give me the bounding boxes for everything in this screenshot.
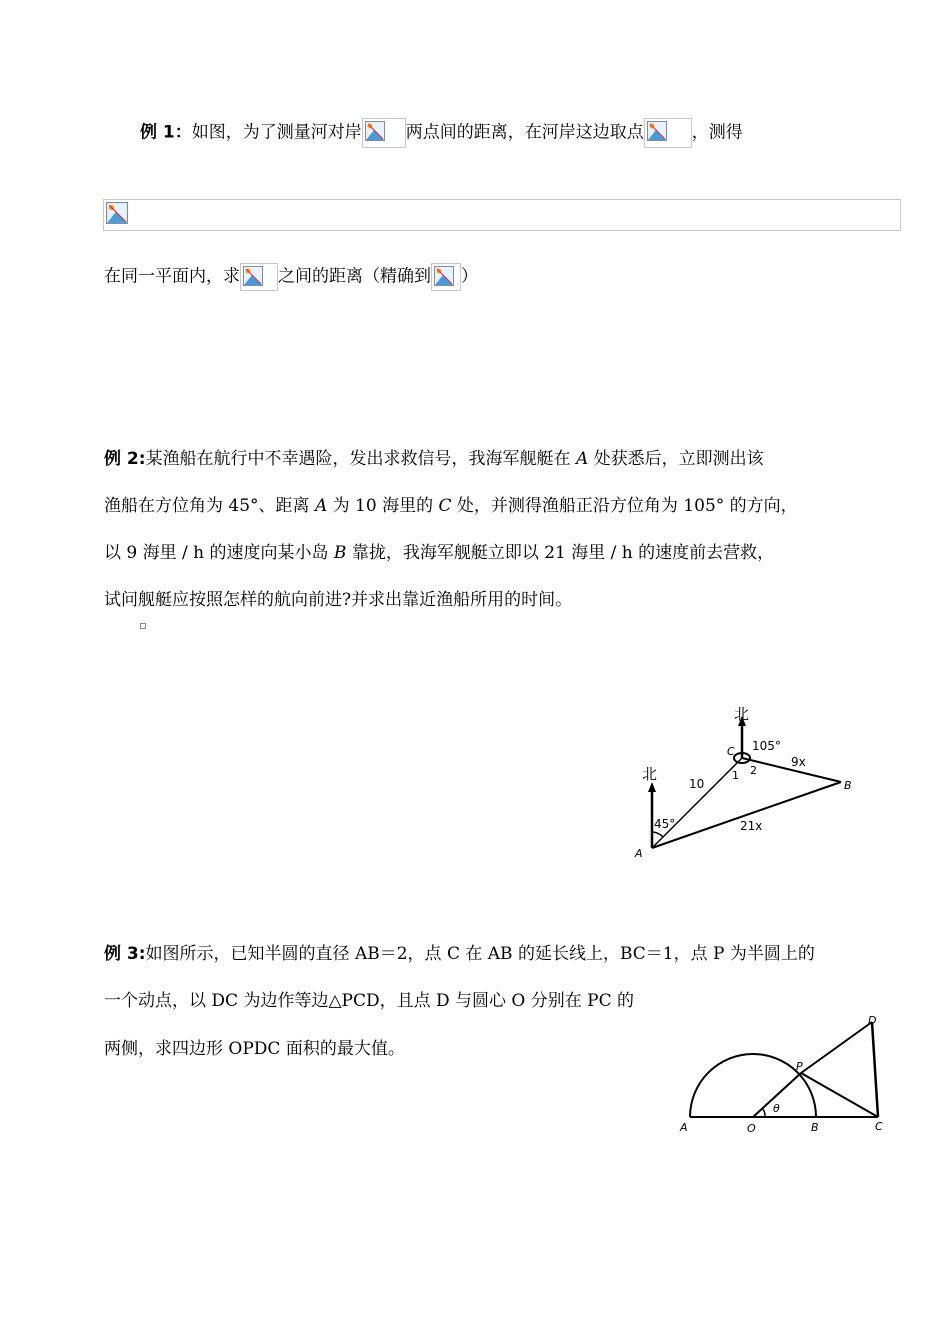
example2-text: 以 9 海里 / h 的速度向某小岛	[104, 543, 334, 563]
point-p-label: P	[796, 1060, 803, 1073]
side-ac	[652, 758, 742, 848]
north-arrow-a	[648, 782, 656, 792]
example2-var: C	[438, 496, 452, 516]
example3-line2	[104, 989, 634, 1013]
example2-text: 处获悉后，立即测出该	[588, 449, 764, 469]
example2-text: 某渔船在航行中不幸遇险，发出求救信号，我海军舰艇在	[145, 449, 576, 469]
angle-2-label: 2	[750, 764, 757, 777]
example3-text: 如图所示，已知半圆的直径 AB＝2，点 C 在 AB 的延长线上，BC＝1，点 P 为半圆上的	[145, 944, 815, 964]
image-placeholder	[240, 263, 278, 291]
example1-colon: ：	[174, 122, 192, 143]
broken-image-icon	[106, 202, 128, 224]
point-c-label: C	[875, 1120, 883, 1133]
north-label-a: 北	[642, 765, 658, 783]
example1-text-f: ）	[461, 266, 478, 287]
example3-line3	[104, 1037, 405, 1061]
theta-label: θ	[773, 1102, 780, 1115]
side-cb-label: 9x	[791, 755, 806, 769]
image-placeholder	[431, 263, 461, 291]
example1-text-a: 如图，为了测量河对岸	[191, 122, 362, 143]
example2-text: 渔船在方位角为 45°、距离	[104, 496, 315, 516]
image-placeholder-wide	[103, 199, 901, 231]
image-placeholder	[362, 118, 406, 148]
side-ab	[652, 782, 841, 848]
example3-colon: :	[138, 944, 146, 964]
example2-label: 例 2	[104, 449, 139, 469]
small-marker	[140, 623, 146, 629]
semicircle-figure	[675, 1010, 895, 1140]
example1-label: 例 1	[140, 122, 175, 143]
example1-line1	[140, 118, 743, 148]
example2-text: 靠拢，我海军舰艇立即以 21 海里 / h 的速度前去营救，	[346, 543, 775, 563]
angle-1-label: 1	[732, 769, 739, 782]
point-b-label: B	[844, 779, 852, 792]
example2-line1	[104, 447, 764, 471]
example2-text: 处，并测得渔船正沿方位角为 105° 的方向，	[451, 496, 798, 516]
angle-a-label: 45°	[654, 817, 676, 831]
point-b-label: B	[811, 1121, 819, 1134]
image-placeholder	[644, 118, 692, 148]
angle-c-label: 105°	[752, 739, 781, 753]
point-a-label: A	[680, 1121, 688, 1134]
example3-label: 例 3	[104, 944, 139, 964]
point-c-label: C	[727, 745, 735, 758]
example2-line3	[104, 541, 774, 565]
point-d-label: D	[868, 1014, 877, 1027]
segment-pd	[801, 1022, 872, 1073]
example3-line1	[104, 942, 815, 966]
side-ac-label: 10	[689, 777, 705, 791]
example2-var: A	[314, 496, 328, 516]
navigation-figure	[625, 700, 865, 865]
side-ab-label: 21x	[740, 819, 763, 833]
example2-colon: :	[138, 449, 146, 469]
example1-text-e: 之间的距离（精确到	[278, 266, 431, 287]
example3-text: 两侧，求四边形 OPDC 面积的最大值。	[104, 1039, 405, 1059]
point-o-label: O	[747, 1122, 756, 1135]
example3-text: 一个动点，以 DC 为边作等边△PCD，且点 D 与圆心 O 分别在 PC 的	[104, 991, 635, 1011]
broken-image-icon	[365, 121, 385, 141]
north-label-c: 北	[734, 705, 750, 723]
broken-image-icon	[434, 266, 454, 286]
example1-text-b: 两点间的距离，在河岸这边取点	[405, 122, 644, 143]
broken-image-icon	[243, 266, 263, 286]
example2-line4	[104, 588, 572, 612]
example2-text: 试问舰艇应按照怎样的航向前进?并求出靠近渔船所用的时间。	[104, 590, 573, 610]
example1-line3	[104, 263, 478, 291]
point-a-label: A	[635, 847, 643, 860]
angle-arc-a	[652, 832, 663, 837]
example2-text: 为 10 海里的	[327, 496, 439, 516]
example2-var: B	[333, 543, 347, 563]
example2-var: A	[575, 449, 589, 469]
broken-image-icon	[647, 121, 667, 141]
example1-text-c: ，测得	[691, 122, 743, 143]
example2-line2	[104, 494, 798, 518]
theta-arc	[762, 1108, 765, 1117]
segment-dc	[872, 1022, 878, 1117]
example1-text-d: 在同一平面内，求	[104, 266, 240, 287]
